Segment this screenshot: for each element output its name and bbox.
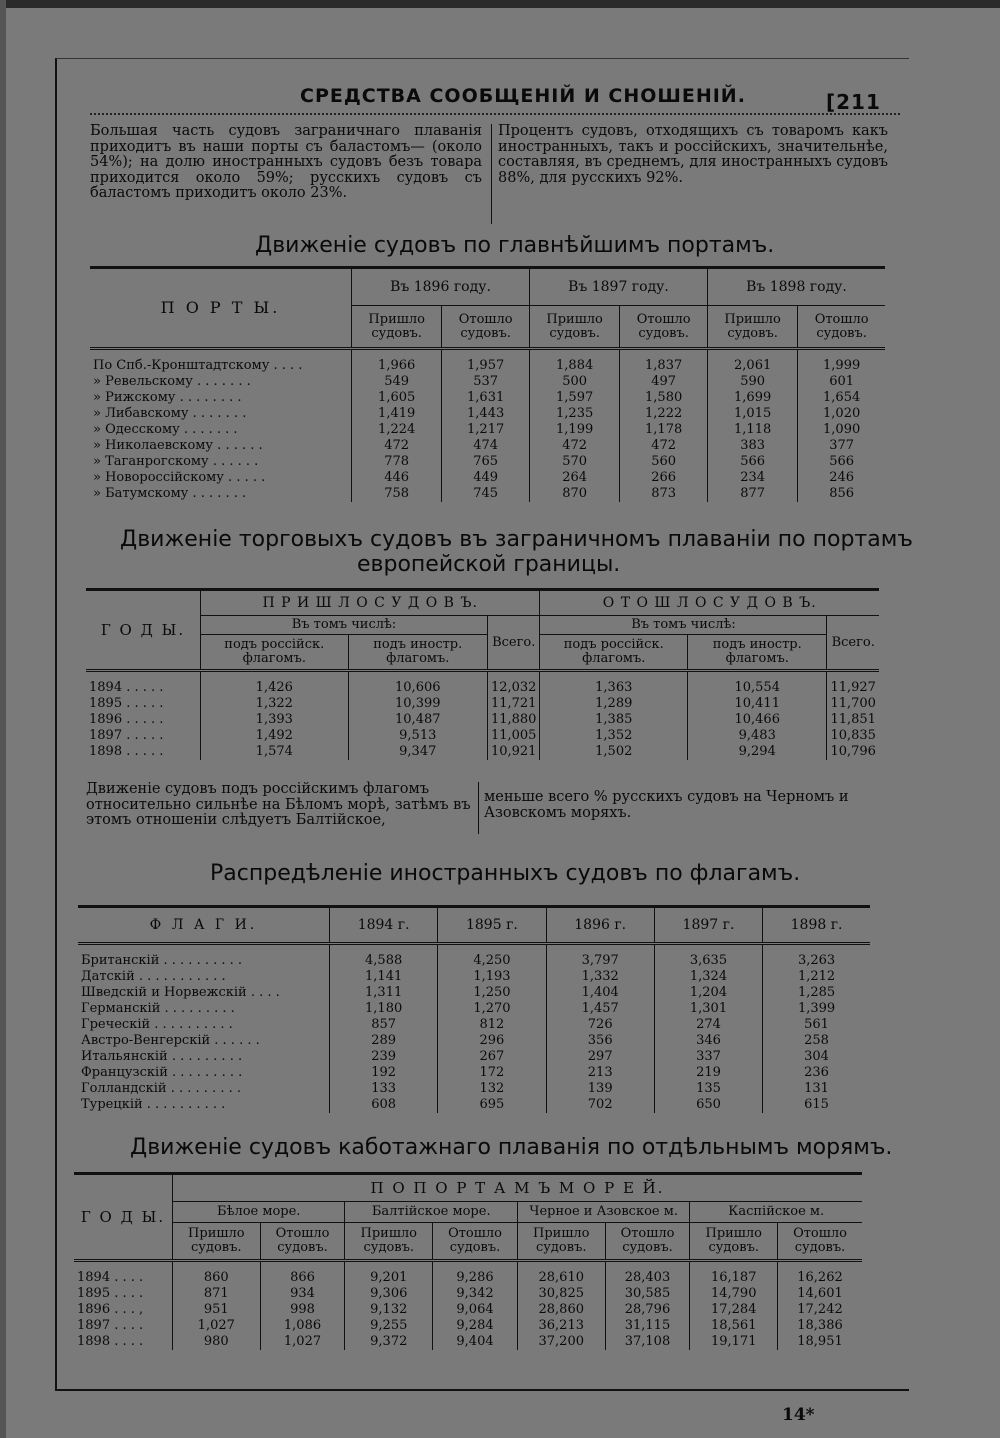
table-cell: 18,561 bbox=[690, 1318, 778, 1334]
sub-arrived: Пришло судовъ. bbox=[173, 1223, 261, 1261]
table-cell: 726 bbox=[546, 1017, 654, 1033]
table-row bbox=[74, 1334, 862, 1350]
table-row bbox=[90, 422, 885, 438]
table-cell: 274 bbox=[654, 1017, 762, 1033]
table-cell: 131 bbox=[763, 1081, 870, 1097]
table-cell: 1,443 bbox=[442, 406, 530, 422]
table-cell: 10,411 bbox=[688, 696, 827, 712]
year-label: 1895 . . . . bbox=[77, 1286, 144, 1301]
sub-departed: Отошло судовъ. bbox=[798, 306, 885, 349]
total-header: Всего. bbox=[827, 616, 879, 671]
table-cell: 139 bbox=[546, 1081, 654, 1097]
table-cell: 500 bbox=[529, 374, 619, 390]
intro-right-paragraph: Процентъ судовъ, отходящихъ съ товаромъ какъ иностранныхъ, такъ и россійскихъ, значительнѣе, составляя, въ среднемъ, для иностранныхъ судовъ 88%, для русскихъ 92%. bbox=[498, 123, 889, 186]
table-cell: 1,574 bbox=[201, 744, 349, 760]
year-header: 1896 г. bbox=[546, 907, 654, 944]
table-cell: 10,921 bbox=[487, 744, 540, 760]
table-row bbox=[78, 1033, 870, 1049]
table-row bbox=[90, 406, 885, 422]
port-name: » Ревельскому . . . . . . . bbox=[93, 374, 251, 389]
col-years: Г О Д Ы. bbox=[74, 1174, 173, 1261]
flag-name: Германскій . . . . . . . . . bbox=[81, 1001, 235, 1016]
table-cell: 10,554 bbox=[688, 671, 827, 697]
flag-name: Итальянскій . . . . . . . . . bbox=[81, 1049, 243, 1064]
table-cell: 133 bbox=[330, 1081, 438, 1097]
table-cell: 1,426 bbox=[201, 671, 349, 697]
table-row bbox=[78, 1097, 870, 1113]
year-label: 1897 . . . . bbox=[77, 1318, 144, 1333]
coastal-table bbox=[74, 1172, 862, 1350]
table-cell: 239 bbox=[330, 1049, 438, 1065]
table-row bbox=[78, 969, 870, 985]
sub-departed: Отошло судовъ. bbox=[433, 1223, 518, 1261]
table-cell: 3,797 bbox=[546, 944, 654, 970]
flags-table bbox=[78, 905, 870, 1113]
table-cell: 1,289 bbox=[540, 696, 688, 712]
table-cell: 608 bbox=[330, 1097, 438, 1113]
table-cell: 17,284 bbox=[690, 1302, 778, 1318]
column-divider bbox=[491, 124, 492, 224]
table-cell: 11,851 bbox=[827, 712, 879, 728]
table-cell: 1,884 bbox=[529, 349, 619, 375]
incl-header: Въ томъ числѣ: bbox=[201, 616, 488, 635]
port-name: » Одесскому . . . . . . . bbox=[93, 422, 238, 437]
table-cell: 296 bbox=[438, 1033, 546, 1049]
table4-title: Движеніе судовъ каботажнаго плаванія по отдѣльнымъ морямъ. bbox=[130, 1135, 893, 1160]
table-cell: 1,086 bbox=[260, 1318, 345, 1334]
table-cell: 449 bbox=[442, 470, 530, 486]
table-cell: 10,399 bbox=[348, 696, 487, 712]
table-row bbox=[74, 1318, 862, 1334]
table2-title: Движеніе торговыхъ судовъ въ заграничномъ плаваніи по портамъ bbox=[120, 527, 913, 552]
table-cell: 1,966 bbox=[352, 349, 442, 375]
table-cell: 11,880 bbox=[487, 712, 540, 728]
table-cell: 9,513 bbox=[348, 728, 487, 744]
table-cell: 1,217 bbox=[442, 422, 530, 438]
table-cell: 561 bbox=[763, 1017, 870, 1033]
table-cell: 17,242 bbox=[778, 1302, 862, 1318]
table-cell: 18,951 bbox=[778, 1334, 862, 1350]
flag-name: Британскій . . . . . . . . . . bbox=[81, 953, 243, 968]
year-1897: Въ 1897 году. bbox=[529, 268, 707, 306]
flag-name: Австро-Венгерскій . . . . . . bbox=[81, 1033, 260, 1048]
table-cell: 264 bbox=[529, 470, 619, 486]
flag-name: Голландскій . . . . . . . . . bbox=[81, 1081, 241, 1096]
table-cell: 1,118 bbox=[707, 422, 797, 438]
table-row bbox=[74, 1261, 862, 1287]
table-cell: 14,601 bbox=[778, 1286, 862, 1302]
table-row bbox=[86, 696, 879, 712]
table-cell: 695 bbox=[438, 1097, 546, 1113]
table-cell: 1,385 bbox=[540, 712, 688, 728]
table-cell: 1,324 bbox=[654, 969, 762, 985]
table-cell: 9,201 bbox=[345, 1261, 433, 1287]
sea-black-azov: Черное и Азовское м. bbox=[517, 1202, 689, 1223]
table-cell: 28,610 bbox=[517, 1261, 605, 1287]
running-head-title: СРЕДСТВА СООБЩЕНІЙ И СНОШЕНІЙ. bbox=[300, 85, 746, 107]
table-cell: 1,180 bbox=[330, 1001, 438, 1017]
table-cell: 337 bbox=[654, 1049, 762, 1065]
table-cell: 1,654 bbox=[798, 390, 885, 406]
year-label: 1896 . . . , bbox=[77, 1302, 144, 1317]
table-row bbox=[78, 1065, 870, 1081]
table-row bbox=[86, 712, 879, 728]
sub-arrived: Пришло судовъ. bbox=[690, 1223, 778, 1261]
table-cell: 19,171 bbox=[690, 1334, 778, 1350]
table-cell: 549 bbox=[352, 374, 442, 390]
table-cell: 1,597 bbox=[529, 390, 619, 406]
year-1896: Въ 1896 году. bbox=[352, 268, 530, 306]
table-cell: 765 bbox=[442, 454, 530, 470]
table-row bbox=[86, 728, 879, 744]
table-cell: 1,393 bbox=[201, 712, 349, 728]
table-cell: 871 bbox=[173, 1286, 261, 1302]
year-label: 1896 . . . . . bbox=[89, 712, 164, 727]
table-cell: 18,386 bbox=[778, 1318, 862, 1334]
sub-arrived: Пришло судовъ. bbox=[352, 306, 442, 349]
table1-title: Движеніе судовъ по главнѣйшимъ портамъ. bbox=[255, 233, 775, 258]
foreign-flag-header: подъ иностр. флагомъ. bbox=[688, 635, 827, 671]
table-cell: 36,213 bbox=[517, 1318, 605, 1334]
table-cell: 3,635 bbox=[654, 944, 762, 970]
table-cell: 1,999 bbox=[798, 349, 885, 375]
table-cell: 9,404 bbox=[433, 1334, 518, 1350]
table-cell: 4,588 bbox=[330, 944, 438, 970]
table-cell: 28,403 bbox=[605, 1261, 690, 1287]
mid-right-paragraph: меньше всего % русскихъ судовъ на Черномъ и Азовскомъ моряхъ. bbox=[484, 789, 849, 821]
year-label: 1898 . . . . bbox=[77, 1334, 144, 1349]
year-label: 1897 . . . . . bbox=[89, 728, 164, 743]
table-cell: 1,957 bbox=[442, 349, 530, 375]
table-cell: 650 bbox=[654, 1097, 762, 1113]
table-cell: 1,419 bbox=[352, 406, 442, 422]
table-cell: 132 bbox=[438, 1081, 546, 1097]
sea-baltic: Балтійское море. bbox=[345, 1202, 517, 1223]
table-cell: 11,005 bbox=[487, 728, 540, 744]
sub-departed: Отошло судовъ. bbox=[260, 1223, 345, 1261]
sub-arrived: Пришло судовъ. bbox=[517, 1223, 605, 1261]
table-cell: 297 bbox=[546, 1049, 654, 1065]
table-cell: 304 bbox=[763, 1049, 870, 1065]
table2-subtitle: европейской границы. bbox=[357, 552, 621, 577]
table-cell: 37,200 bbox=[517, 1334, 605, 1350]
table-cell: 356 bbox=[546, 1033, 654, 1049]
table-cell: 1,141 bbox=[330, 969, 438, 985]
table-cell: 497 bbox=[620, 374, 708, 390]
table-cell: 10,606 bbox=[348, 671, 487, 697]
table-cell: 1,212 bbox=[763, 969, 870, 985]
year-header: 1894 г. bbox=[330, 907, 438, 944]
ru-flag-header: подъ россійск. флагомъ. bbox=[201, 635, 349, 671]
flag-name: Французскій . . . . . . . . . bbox=[81, 1065, 243, 1080]
table-row bbox=[90, 454, 885, 470]
col-flags: Ф Л А Г И. bbox=[78, 907, 330, 944]
scan-top-edge bbox=[0, 0, 1000, 8]
ru-flag-header: подъ россійск. флагомъ. bbox=[540, 635, 688, 671]
table-cell: 566 bbox=[707, 454, 797, 470]
table-cell: 857 bbox=[330, 1017, 438, 1033]
table-cell: 213 bbox=[546, 1065, 654, 1081]
table-row bbox=[86, 744, 879, 760]
flag-name: Шведскій и Норвежскій . . . . bbox=[81, 985, 280, 1000]
table-cell: 192 bbox=[330, 1065, 438, 1081]
table-cell: 3,263 bbox=[763, 944, 870, 970]
year-label: 1894 . . . . bbox=[77, 1270, 144, 1285]
table-row bbox=[90, 374, 885, 390]
table-cell: 537 bbox=[442, 374, 530, 390]
year-label: 1898 . . . . . bbox=[89, 744, 164, 759]
table-cell: 346 bbox=[654, 1033, 762, 1049]
table-cell: 1,352 bbox=[540, 728, 688, 744]
table-cell: 778 bbox=[352, 454, 442, 470]
table-cell: 289 bbox=[330, 1033, 438, 1049]
table-row bbox=[78, 1017, 870, 1033]
sub-arrived: Пришло судовъ. bbox=[529, 306, 619, 349]
table-row bbox=[74, 1302, 862, 1318]
table-cell: 10,835 bbox=[827, 728, 879, 744]
table-cell: 16,187 bbox=[690, 1261, 778, 1287]
sub-departed: Отошло судовъ. bbox=[620, 306, 708, 349]
table-cell: 10,466 bbox=[688, 712, 827, 728]
table-cell: 1,224 bbox=[352, 422, 442, 438]
table-cell: 758 bbox=[352, 486, 442, 502]
table-row bbox=[90, 438, 885, 454]
table-cell: 1,502 bbox=[540, 744, 688, 760]
table-cell: 1,363 bbox=[540, 671, 688, 697]
scan-left-edge bbox=[0, 0, 6, 1438]
table-cell: 1,332 bbox=[546, 969, 654, 985]
sea-white: Бѣлое море. bbox=[173, 1202, 345, 1223]
table-row bbox=[78, 985, 870, 1001]
table-cell: 9,132 bbox=[345, 1302, 433, 1318]
year-header: 1895 г. bbox=[438, 907, 546, 944]
flag-name: Греческій . . . . . . . . . . bbox=[81, 1017, 233, 1032]
table-cell: 9,064 bbox=[433, 1302, 518, 1318]
table-cell: 1,301 bbox=[654, 1001, 762, 1017]
table-cell: 998 bbox=[260, 1302, 345, 1318]
table-cell: 266 bbox=[620, 470, 708, 486]
table-cell: 566 bbox=[798, 454, 885, 470]
table-cell: 934 bbox=[260, 1286, 345, 1302]
table-cell: 377 bbox=[798, 438, 885, 454]
table-cell: 702 bbox=[546, 1097, 654, 1113]
year-header: 1897 г. bbox=[654, 907, 762, 944]
table-cell: 866 bbox=[260, 1261, 345, 1287]
table-cell: 472 bbox=[352, 438, 442, 454]
table-cell: 1,270 bbox=[438, 1001, 546, 1017]
table-cell: 9,483 bbox=[688, 728, 827, 744]
table-row bbox=[78, 1081, 870, 1097]
table-cell: 980 bbox=[173, 1334, 261, 1350]
table-row bbox=[90, 349, 885, 375]
table-cell: 1,457 bbox=[546, 1001, 654, 1017]
table-row bbox=[74, 1286, 862, 1302]
mid-left-paragraph: Движеніе судовъ подъ россійскимъ флагомъ относительно сильнѣе на Бѣломъ морѣ, затѣмъ въ этомъ отношеніи слѣдуетъ Балтійское, bbox=[86, 781, 471, 828]
table-cell: 9,255 bbox=[345, 1318, 433, 1334]
table-cell: 472 bbox=[620, 438, 708, 454]
year-label: 1894 . . . . . bbox=[89, 680, 164, 695]
table-cell: 1,027 bbox=[173, 1318, 261, 1334]
table-cell: 1,631 bbox=[442, 390, 530, 406]
table-cell: 1,204 bbox=[654, 985, 762, 1001]
table-cell: 234 bbox=[707, 470, 797, 486]
table-cell: 246 bbox=[798, 470, 885, 486]
table-cell: 590 bbox=[707, 374, 797, 390]
table-row bbox=[86, 671, 879, 697]
departed-header: О Т О Ш Л О С У Д О В Ъ. bbox=[540, 590, 879, 616]
table-cell: 474 bbox=[442, 438, 530, 454]
flag-name: Датскій . . . . . . . . . . . bbox=[81, 969, 226, 984]
table-cell: 812 bbox=[438, 1017, 546, 1033]
year-label: 1895 . . . . . bbox=[89, 696, 164, 711]
table-cell: 1,605 bbox=[352, 390, 442, 406]
table-cell: 219 bbox=[654, 1065, 762, 1081]
table-cell: 10,796 bbox=[827, 744, 879, 760]
table-cell: 1,699 bbox=[707, 390, 797, 406]
port-name: » Новороссійскому . . . . . bbox=[93, 470, 266, 485]
table-cell: 1,492 bbox=[201, 728, 349, 744]
table-cell: 236 bbox=[763, 1065, 870, 1081]
table-cell: 856 bbox=[798, 486, 885, 502]
port-name: » Рижскому . . . . . . . . bbox=[93, 390, 242, 405]
column-divider bbox=[478, 782, 479, 834]
table-cell: 1,199 bbox=[529, 422, 619, 438]
table-row bbox=[78, 1001, 870, 1017]
by-sea-ports-header: П О П О Р Т А М Ъ М О Р Е Й. bbox=[173, 1174, 863, 1202]
table-cell: 30,585 bbox=[605, 1286, 690, 1302]
table-cell: 9,284 bbox=[433, 1318, 518, 1334]
table-cell: 870 bbox=[529, 486, 619, 502]
table-cell: 9,286 bbox=[433, 1261, 518, 1287]
table-cell: 1,311 bbox=[330, 985, 438, 1001]
table-cell: 16,262 bbox=[778, 1261, 862, 1287]
table-cell: 31,115 bbox=[605, 1318, 690, 1334]
table-cell: 1,090 bbox=[798, 422, 885, 438]
foreign-flag-header: подъ иностр. флагомъ. bbox=[348, 635, 487, 671]
table-cell: 258 bbox=[763, 1033, 870, 1049]
table-cell: 9,347 bbox=[348, 744, 487, 760]
sub-arrived: Пришло судовъ. bbox=[345, 1223, 433, 1261]
table-cell: 4,250 bbox=[438, 944, 546, 970]
table-cell: 135 bbox=[654, 1081, 762, 1097]
port-name: » Либавскому . . . . . . . bbox=[93, 406, 247, 421]
table-cell: 1,837 bbox=[620, 349, 708, 375]
table3-title: Распредѣленіе иностранныхъ судовъ по флагамъ. bbox=[210, 861, 801, 886]
table-cell: 383 bbox=[707, 438, 797, 454]
table-cell: 9,294 bbox=[688, 744, 827, 760]
table-cell: 1,178 bbox=[620, 422, 708, 438]
table-cell: 28,796 bbox=[605, 1302, 690, 1318]
table-cell: 1,015 bbox=[707, 406, 797, 422]
table-cell: 601 bbox=[798, 374, 885, 390]
table-cell: 1,404 bbox=[546, 985, 654, 1001]
incl-header: Въ томъ числѣ: bbox=[540, 616, 827, 635]
table-cell: 267 bbox=[438, 1049, 546, 1065]
table-cell: 951 bbox=[173, 1302, 261, 1318]
table-cell: 570 bbox=[529, 454, 619, 470]
table-cell: 28,860 bbox=[517, 1302, 605, 1318]
flag-name: Турецкій . . . . . . . . . . bbox=[81, 1097, 226, 1112]
table-cell: 1,193 bbox=[438, 969, 546, 985]
table-cell: 1,322 bbox=[201, 696, 349, 712]
header-rule bbox=[90, 105, 900, 115]
table-cell: 873 bbox=[620, 486, 708, 502]
sea-caspian: Каспійское м. bbox=[690, 1202, 862, 1223]
table-cell: 860 bbox=[173, 1261, 261, 1287]
table-cell: 172 bbox=[438, 1065, 546, 1081]
table-cell: 12,032 bbox=[487, 671, 540, 697]
table-cell: 1,250 bbox=[438, 985, 546, 1001]
table-cell: 1,399 bbox=[763, 1001, 870, 1017]
table-cell: 11,927 bbox=[827, 671, 879, 697]
table-row bbox=[90, 486, 885, 502]
table-cell: 1,020 bbox=[798, 406, 885, 422]
table-cell: 2,061 bbox=[707, 349, 797, 375]
sub-departed: Отошло судовъ. bbox=[778, 1223, 862, 1261]
table-cell: 30,825 bbox=[517, 1286, 605, 1302]
port-name: По Спб.-Кронштадтскому . . . . bbox=[93, 358, 303, 373]
table-cell: 1,235 bbox=[529, 406, 619, 422]
table-row bbox=[90, 390, 885, 406]
col-years: Г О Д Ы. bbox=[86, 590, 201, 671]
table-cell: 14,790 bbox=[690, 1286, 778, 1302]
table-row bbox=[90, 470, 885, 486]
table-row bbox=[78, 944, 870, 970]
sub-arrived: Пришло судовъ. bbox=[707, 306, 797, 349]
port-name: » Батумскому . . . . . . . bbox=[93, 486, 247, 501]
table-cell: 615 bbox=[763, 1097, 870, 1113]
table-cell: 1,222 bbox=[620, 406, 708, 422]
table-cell: 9,342 bbox=[433, 1286, 518, 1302]
table-cell: 877 bbox=[707, 486, 797, 502]
table-cell: 745 bbox=[442, 486, 530, 502]
table-cell: 446 bbox=[352, 470, 442, 486]
table-cell: 472 bbox=[529, 438, 619, 454]
sub-departed: Отошло судовъ. bbox=[442, 306, 530, 349]
year-header: 1898 г. bbox=[763, 907, 870, 944]
table-cell: 9,306 bbox=[345, 1286, 433, 1302]
table-cell: 37,108 bbox=[605, 1334, 690, 1350]
ports-table bbox=[90, 266, 885, 502]
port-name: » Таганрогскому . . . . . . bbox=[93, 454, 259, 469]
intro-left-paragraph: Большая часть судовъ заграничнаго плаванія приходитъ въ наши порты съ баластомъ— (около 54%); на долю иностранныхъ судовъ безъ товара приходится около 59%; русскихъ судовъ съ баластомъ приходитъ около 23%. bbox=[90, 123, 482, 201]
table-cell: 11,700 bbox=[827, 696, 879, 712]
table-cell: 1,285 bbox=[763, 985, 870, 1001]
sub-departed: Отошло судовъ. bbox=[605, 1223, 690, 1261]
page-number: [211 bbox=[826, 90, 881, 114]
table-cell: 9,372 bbox=[345, 1334, 433, 1350]
table-cell: 11,721 bbox=[487, 696, 540, 712]
foreign-voyage-table bbox=[86, 588, 879, 760]
table-cell: 1,580 bbox=[620, 390, 708, 406]
table-row bbox=[78, 1049, 870, 1065]
total-header: Всего. bbox=[487, 616, 540, 671]
signature-mark: 14* bbox=[782, 1405, 815, 1425]
col-ports: П О Р Т Ы. bbox=[90, 268, 352, 349]
table-cell: 1,027 bbox=[260, 1334, 345, 1350]
table-cell: 560 bbox=[620, 454, 708, 470]
port-name: » Николаевскому . . . . . . bbox=[93, 438, 263, 453]
table-cell: 10,487 bbox=[348, 712, 487, 728]
year-1898: Въ 1898 году. bbox=[707, 268, 885, 306]
arrived-header: П Р И Ш Л О С У Д О В Ъ. bbox=[201, 590, 540, 616]
